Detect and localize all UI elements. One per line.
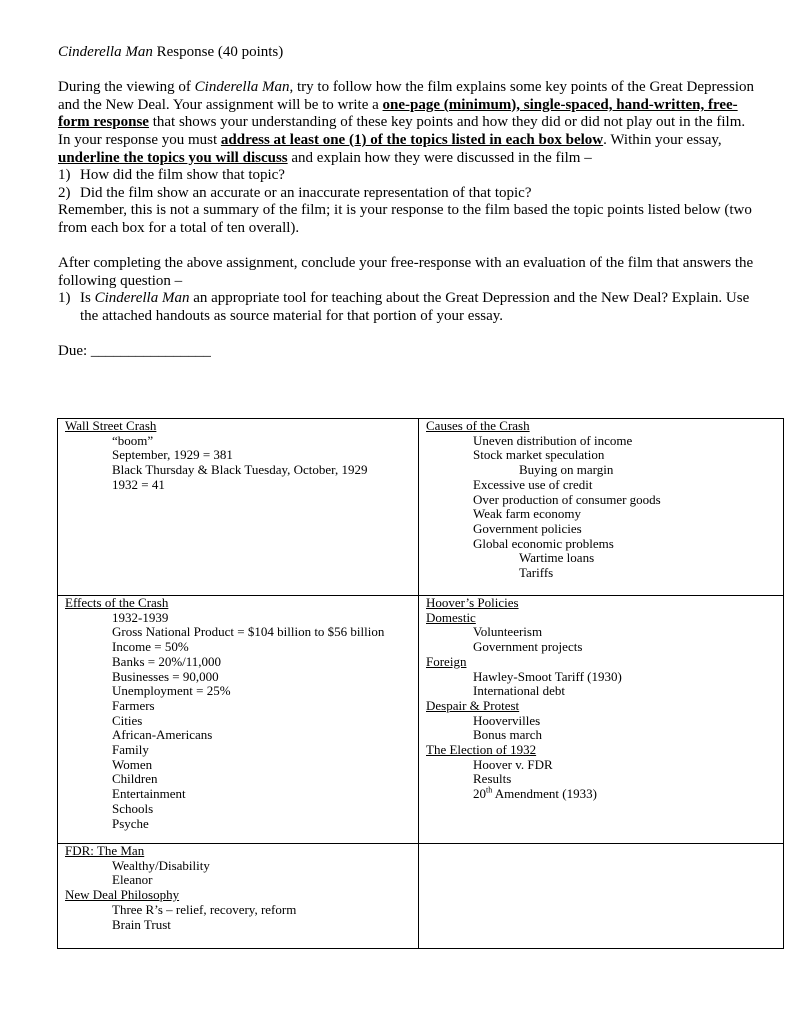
list-item: Black Thursday & Black Tuesday, October, 1929 (112, 462, 368, 478)
fdr-box (58, 844, 419, 949)
instructions (58, 44, 758, 361)
list-item: Gross National Product = $104 billion to $56 billion (112, 624, 385, 640)
document-title: Cinderella Man Response (40 points) (58, 44, 284, 60)
assignment-paragraph: During the viewing of Cinderella Man, try to follow how the film explains some key points of the Great Depression and the New Deal. Your assignment will be to write a one-page (minimum), single-spaced, hand-written, free-form response that shows your understanding of these key points and how they did or did not play out in the film. In your response you must address at least one (1) of the topics listed in each box below. Within your essay, underline the topics you will discuss and explain how they were discussed in the film – (58, 79, 754, 166)
list-item: Three R’s – relief, recovery, reform (112, 901, 297, 917)
list-item: Cities (112, 712, 143, 728)
list-item: Entertainment (112, 786, 186, 802)
list-item: September, 1929 = 381 (112, 447, 233, 463)
box-heading: Wall Street Crash (65, 418, 157, 433)
list-item: Unemployment = 25% (112, 683, 231, 699)
list-item: Wealthy/Disability (112, 857, 210, 873)
list-item: International debt (473, 683, 566, 699)
list-item: Hawley-Smoot Tariff (1930) (473, 668, 622, 684)
list-item: Psyche (112, 815, 149, 831)
question-2: 2) Did the film show an accurate or an inaccurate representation of that topic? (58, 184, 532, 201)
list-item: Hoover v. FDR (473, 756, 553, 772)
list-item: Schools (112, 800, 154, 816)
box-heading: Effects of the Crash (65, 595, 169, 610)
conclusion-paragraph: After completing the above assignment, conclude your free-response with an evaluation of the film that answers the following question – (58, 255, 754, 289)
subheading: Despair & Protest (426, 697, 520, 713)
list-item: Women (112, 756, 153, 772)
list-item: Eleanor (112, 872, 153, 888)
list-item: Volunteerism (473, 624, 543, 640)
question-1: 1) How did the film show that topic? (58, 167, 285, 184)
causes-of-crash-box (419, 419, 784, 596)
list-item: Results (473, 771, 512, 787)
subheading: New Deal Philosophy (65, 887, 180, 903)
effects-of-crash-box (58, 596, 419, 844)
list-item: “boom” (112, 432, 154, 448)
list-item: Children (112, 771, 158, 787)
remember-note: Remember, this is not a summary of the film; it is your response to the film based the topic points listed below (two from each box for a total of ten overall). (58, 202, 752, 236)
hoovers-policies-box (419, 596, 784, 844)
subheading: The Election of 1932 (426, 742, 537, 758)
empty-box (419, 844, 784, 949)
list-item: African-Americans (112, 727, 213, 743)
list-item: Weak farm economy (473, 506, 581, 522)
list-item: Hoovervilles (473, 712, 541, 728)
evaluation-question: 1) Is Cinderella Man an appropriate tool for teaching about the Great Depression and the New Deal? Explain. Use the attached handouts as source material for that portion of your essay. (58, 290, 750, 324)
subheading: Domestic (426, 609, 476, 625)
list-item: Businesses = 90,000 (112, 668, 219, 684)
list-item: Government policies (473, 520, 582, 536)
box-heading: FDR: The Man (65, 843, 145, 858)
list-item: Family (112, 742, 149, 758)
wall-street-crash-box (58, 419, 419, 596)
list-item: Bonus march (473, 727, 542, 743)
list-item: Over production of consumer goods (473, 491, 661, 507)
subheading: Foreign (426, 653, 467, 669)
list-item: Excessive use of credit (473, 476, 593, 492)
list-item: Income = 50% (112, 639, 189, 655)
list-item: 1932-1939 (112, 609, 169, 625)
due-date-line: Due: ________________ (58, 343, 211, 360)
list-item: 1932 = 41 (112, 476, 165, 492)
list-item: Farmers (112, 697, 155, 713)
list-item: Global economic problems (473, 535, 614, 551)
list-item: Tariffs (519, 565, 554, 581)
list-item: 20th Amendment (1933) (473, 785, 597, 802)
list-item: Wartime loans (519, 550, 595, 566)
list-item: Uneven distribution of income (473, 432, 633, 448)
list-item: Banks = 20%/11,000 (112, 653, 222, 669)
list-item: Stock market speculation (473, 447, 605, 463)
list-item: Buying on margin (519, 462, 614, 478)
list-item: Government projects (473, 639, 583, 655)
topics-table (57, 418, 784, 949)
box-heading: Hoover’s Policies (426, 595, 519, 610)
box-heading: Causes of the Crash (426, 418, 530, 433)
list-item: Brain Trust (112, 916, 171, 932)
